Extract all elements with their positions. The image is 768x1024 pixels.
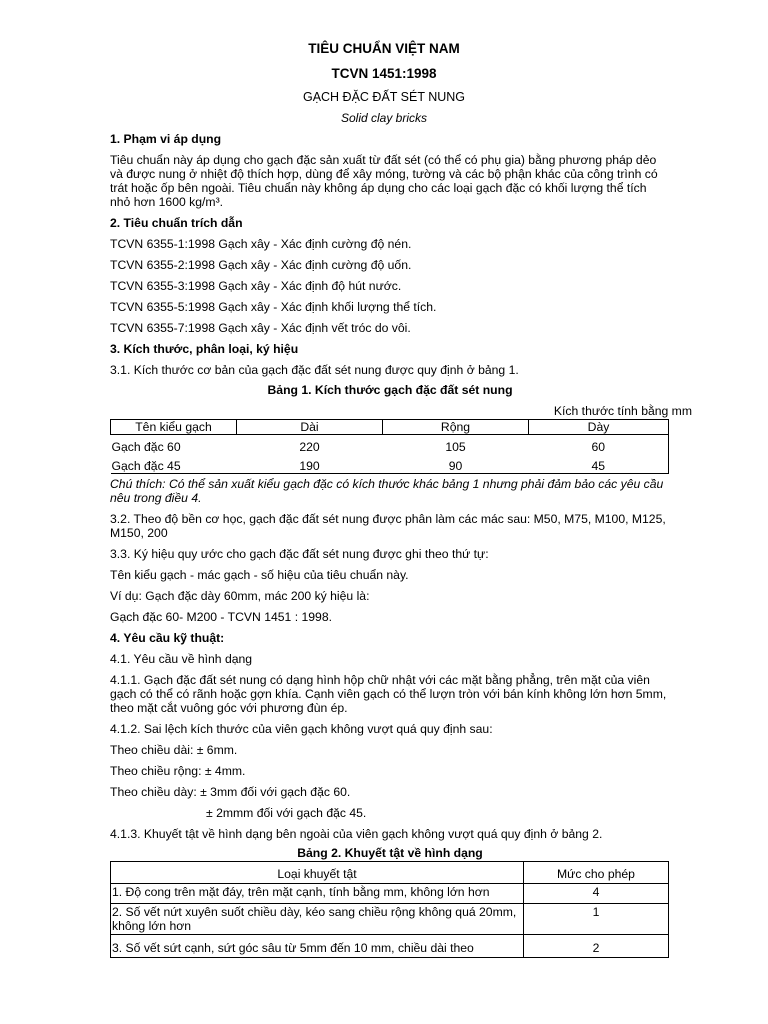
- clause-4-1-1: 4.1.1. Gạch đặc đất sét nung có dạng hình hộp chữ nhật với các mặt bằng phẳng, trên mặt của viên gạch có thể có rãnh hoặc gợn khía. Cạnh viên gạch có thể lượn tròn với bán kính không lớn hơn 5mm, theo mặt cắt vuông góc với phương đùn ép.: [110, 673, 667, 715]
- section-1-heading: 1. Phạm vi áp dụng: [110, 132, 222, 146]
- reference-item: TCVN 6355-5:1998 Gạch xây - Xác định khối lượng thể tích.: [110, 300, 437, 314]
- doc-title: TIÊU CHUẨN VIỆT NAM: [308, 41, 460, 56]
- section-1-paragraph: Tiêu chuẩn này áp dụng cho gạch đặc sản xuất từ đất sét (có thể có phụ gia) bằng phương pháp dẻo và được nung ở nhiệt độ thích hợp, dùng để xây móng, tường và các bộ phận khác của công trình có trát hoặc ốp bên ngoài. Tiêu chuẩn này không áp dụng cho các loại gạch đặc có khối lượng thể tích nhỏ hơn 1600 kg/m³.: [110, 153, 658, 209]
- table-cell: 60: [529, 435, 669, 455]
- clause-3-3-format: Tên kiểu gạch - mác gạch - số hiệu của tiêu chuẩn này.: [110, 568, 409, 582]
- table-header-cell: Tên kiểu gạch: [111, 420, 237, 435]
- table-1-caption: Bảng 1. Kích thước gạch đặc đất sét nung: [267, 383, 513, 397]
- table-header-row: [111, 420, 669, 435]
- table-1-unit-note: Kích thước tính bằng mm: [553, 404, 692, 418]
- table-1-note: Chú thích: Có thể sản xuất kiểu gạch đặc có kích thước khác bảng 1 nhưng phải đảm bảo các yêu cầu nêu trong điều 4.: [110, 477, 664, 505]
- clause-4-1: 4.1. Yêu cầu về hình dạng: [110, 652, 253, 666]
- table-cell: 1. Độ cong trên mặt đáy, trên mặt cạnh, tính bằng mm, không lớn hơn: [111, 884, 524, 904]
- reference-item: TCVN 6355-3:1998 Gạch xây - Xác định độ hút nước.: [110, 279, 402, 293]
- section-3-heading: 3. Kích thước, phân loại, ký hiệu: [110, 342, 299, 356]
- table-row: [111, 904, 669, 935]
- clause-3-2: 3.2. Theo độ bền cơ học, gạch đặc đất sét nung được phân làm các mác sau: M50, M75, M100, M125, M150, 200: [110, 512, 666, 540]
- table-header-cell: Mức cho phép: [524, 862, 669, 884]
- table-header-cell: Dài: [237, 420, 383, 435]
- section-2-heading: 2. Tiêu chuẩn trích dẫn: [110, 216, 243, 230]
- table-cell: 90: [383, 454, 529, 474]
- doc-name-en: Solid clay bricks: [340, 111, 428, 125]
- table-cell: 2: [524, 935, 669, 958]
- clause-3-1: 3.1. Kích thước cơ bản của gạch đặc đất sét nung được quy định ở bảng 1.: [110, 363, 519, 377]
- table-row: [111, 435, 669, 455]
- table-cell: 220: [299, 440, 320, 454]
- table-cell: 190: [237, 454, 383, 474]
- table-cell: 3. Số vết sứt cạnh, sứt góc sâu từ 5mm đến 10 mm, chiều dài theo: [111, 935, 524, 958]
- table-header-row: [111, 862, 669, 884]
- table-cell: 45: [529, 454, 669, 474]
- tolerance-thickness-45: ± 2mmm đối với gạch đặc 45.: [206, 806, 367, 820]
- table-header-cell: Loại khuyết tật: [111, 862, 524, 884]
- reference-item: TCVN 6355-7:1998 Gạch xây - Xác định vết tróc do vôi.: [110, 321, 411, 335]
- table-1: [110, 419, 669, 474]
- reference-item: TCVN 6355-1:1998 Gạch xây - Xác định cường độ nén.: [110, 237, 412, 251]
- table-2-caption: Bảng 2. Khuyết tật về hình dạng: [297, 846, 483, 860]
- clause-3-3-example: Ví dụ: Gạch đặc dày 60mm, mác 200 ký hiệu là:: [110, 589, 370, 603]
- clause-4-1-3: 4.1.3. Khuyết tật về hình dạng bên ngoài của viên gạch không vượt quá quy định ở bảng 2.: [110, 827, 603, 841]
- tolerance-length: Theo chiều dài: ± 6mm.: [110, 743, 238, 757]
- table-cell: Gạch đặc 60: [111, 440, 181, 454]
- tolerance-width: Theo chiều rộng: ± 4mm.: [110, 764, 246, 778]
- clause-3-3: 3.3. Ký hiệu quy ước cho gạch đặc đất sét nung được ghi theo thứ tự:: [110, 547, 489, 561]
- table-row: [111, 454, 669, 474]
- doc-name-vi: GẠCH ĐẶC ĐẤT SÉT NUNG: [302, 90, 466, 104]
- reference-item: TCVN 6355-2:1998 Gạch xây - Xác định cường độ uốn.: [110, 258, 412, 272]
- document-body: [110, 132, 692, 958]
- table-cell: 4: [524, 884, 669, 904]
- table-cell: 2. Số vết nứt xuyên suốt chiều dày, kéo sang chiều rộng không quá 20mm, không lớn hơn: [111, 904, 524, 935]
- table-row: [111, 935, 669, 958]
- section-4-heading: 4. Yêu cầu kỹ thuật:: [110, 631, 225, 645]
- tolerance-thickness-60: Theo chiều dày: ± 3mm đối với gạch đặc 60.: [110, 785, 351, 799]
- table-cell: 105: [445, 440, 466, 454]
- table-cell: 1: [524, 904, 669, 935]
- table-row: [111, 884, 669, 904]
- doc-code: TCVN 1451:1998: [331, 66, 437, 81]
- table-cell: Gạch đặc 45: [111, 454, 237, 474]
- table-2: [110, 861, 669, 958]
- table-header-cell: Dày: [529, 420, 669, 435]
- clause-4-1-2: 4.1.2. Sai lệch kích thước của viên gạch không vượt quá quy định sau:: [110, 722, 493, 736]
- table-header-cell: Rộng: [383, 420, 529, 435]
- clause-3-3-example-code: Gạch đặc 60- M200 - TCVN 1451 : 1998.: [110, 610, 332, 624]
